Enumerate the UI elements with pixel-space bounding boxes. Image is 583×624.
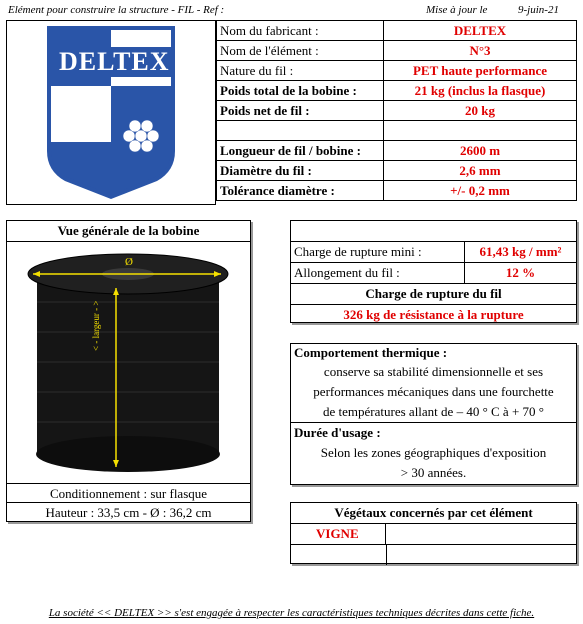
spec-value bbox=[384, 121, 577, 141]
spec-value: 21 kg (inclus la flasque) bbox=[384, 81, 577, 101]
thermal-title: Comportement thermique : bbox=[294, 345, 448, 360]
spec-label: Poids net de fil : bbox=[217, 101, 384, 121]
thermal-line2: performances mécaniques dans une fourchette bbox=[313, 384, 554, 399]
usage-line1: Selon les zones géographiques d'exposition bbox=[320, 445, 547, 460]
spec-label bbox=[217, 121, 384, 141]
spec-value: PET haute performance bbox=[384, 61, 577, 81]
charge-label: Charge de rupture mini : bbox=[291, 242, 465, 262]
spec-value: 2600 m bbox=[384, 141, 577, 161]
spool-image bbox=[7, 242, 250, 482]
spec-row bbox=[217, 181, 577, 201]
charge-row bbox=[291, 242, 576, 263]
elongation-label: Allongement du fil : bbox=[291, 263, 465, 283]
dimensions: Hauteur : 33,5 cm - Ø : 36,2 cm bbox=[7, 502, 250, 522]
rupture-panel bbox=[290, 220, 577, 323]
plants-panel bbox=[290, 502, 577, 564]
spec-value: 20 kg bbox=[384, 101, 577, 121]
elongation-row bbox=[291, 263, 576, 284]
spool-panel bbox=[6, 220, 251, 522]
thermal-panel bbox=[290, 343, 577, 485]
logo-frame bbox=[6, 20, 216, 205]
logo-text-wrap bbox=[57, 47, 170, 77]
conditioning: Conditionnement : sur flasque bbox=[7, 483, 250, 503]
update-label: Mise à jour le bbox=[426, 4, 488, 16]
width-label: < - largeur - > bbox=[91, 300, 101, 351]
spec-row bbox=[217, 41, 577, 61]
diameter-symbol: Ø bbox=[125, 256, 133, 268]
spec-row bbox=[217, 81, 577, 101]
plants-row-1 bbox=[291, 524, 576, 545]
rupture-top-blank bbox=[291, 221, 576, 242]
spec-label: Nom de l'élément : bbox=[217, 41, 384, 61]
logo-text: DELTEX bbox=[59, 47, 170, 76]
plants-row-2 bbox=[291, 545, 576, 565]
update-date: 9-juin-21 bbox=[518, 4, 559, 16]
spec-label: Longueur de fil / bobine : bbox=[217, 141, 384, 161]
thermal-line1: conserve sa stabilité dimensionnelle et ses bbox=[323, 364, 544, 379]
spec-label: Nom du fabricant : bbox=[217, 21, 384, 41]
spec-label: Diamètre du fil : bbox=[217, 161, 384, 181]
spool-title: Vue générale de la bobine bbox=[7, 221, 250, 242]
usage-title: Durée d'usage : bbox=[294, 425, 381, 440]
rupture-title: Charge de rupture du fil bbox=[291, 284, 576, 305]
footer-note: La société << DELTEX >> s'est engagée à respecter les caractéristiques techniques décrites dans cette fiche. bbox=[48, 607, 535, 619]
spec-row bbox=[217, 61, 577, 81]
spec-value: +/- 0,2 mm bbox=[384, 181, 577, 201]
plant-item: VIGNE bbox=[291, 524, 386, 544]
spec-value: 2,6 mm bbox=[384, 161, 577, 181]
spec-table bbox=[216, 20, 577, 201]
spec-label: Tolérance diamètre : bbox=[217, 181, 384, 201]
usage-line2: > 30 années. bbox=[400, 465, 467, 480]
header-left: Elément pour construire la structure - FIL - Ref : bbox=[8, 4, 225, 16]
spec-value: DELTEX bbox=[384, 21, 577, 41]
spec-label: Poids total de la bobine : bbox=[217, 81, 384, 101]
charge-value: 61,43 kg / mm² bbox=[479, 244, 562, 259]
rupture-result: 326 kg de résistance à la rupture bbox=[343, 307, 524, 322]
spec-row bbox=[217, 141, 577, 161]
plant-item-empty bbox=[387, 545, 576, 565]
spec-row bbox=[217, 101, 577, 121]
plant-item-empty bbox=[386, 524, 576, 544]
spec-row bbox=[217, 161, 577, 181]
spec-value: N°3 bbox=[384, 41, 577, 61]
plant-item-empty bbox=[291, 545, 387, 565]
spec-label: Nature du fil : bbox=[217, 61, 384, 81]
elongation-value: 12 % bbox=[505, 265, 536, 280]
thermal-line3: de températures allant de – 40 ° C à + 70 ° bbox=[291, 402, 576, 423]
spec-row bbox=[217, 21, 577, 41]
plants-title: Végétaux concernés par cet élément bbox=[291, 503, 576, 524]
spec-row bbox=[217, 121, 577, 141]
